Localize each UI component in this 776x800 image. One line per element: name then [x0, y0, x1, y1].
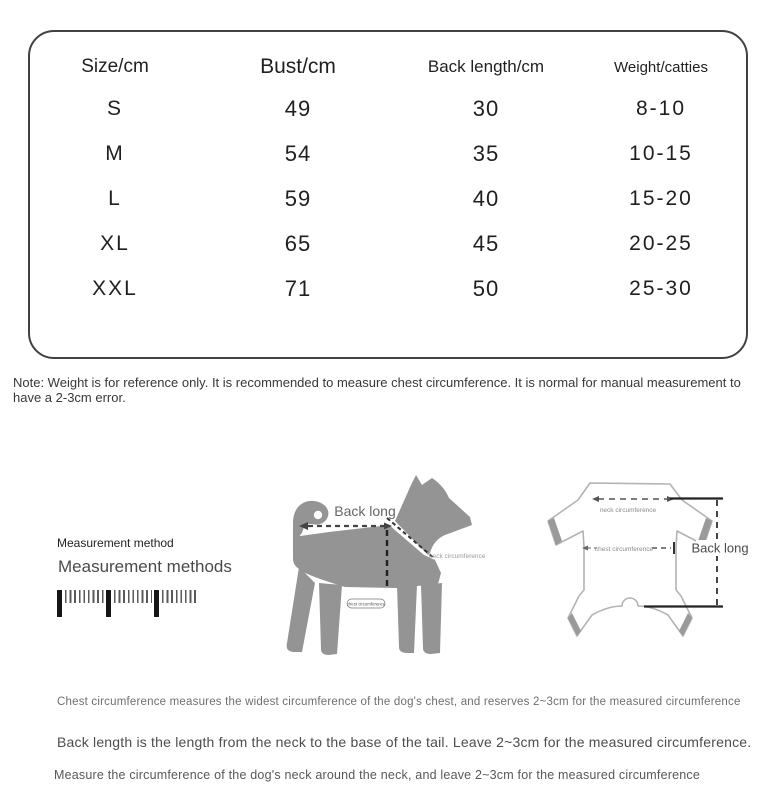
ruler-minor-ticks — [114, 590, 152, 603]
size-table-header-row — [30, 48, 746, 86]
cell-back: 40 — [472, 185, 500, 211]
cell-weight: 25-30 — [629, 276, 693, 300]
cell-bust: 59 — [284, 185, 312, 211]
instruction-neck: Measure the circumference of the dog's neck around the neck, and leave 2~3cm for the measured circumference — [54, 768, 700, 782]
cell-bust: 54 — [284, 140, 312, 166]
garment-back-long-label: Back long — [691, 540, 749, 556]
cell-weight: 15-20 — [629, 186, 693, 210]
table-row-l — [30, 176, 746, 221]
column-header-weight: Weight/catties — [614, 58, 708, 76]
cell-back: 45 — [472, 230, 500, 256]
garment-neck-circumference-label: neck circumference — [599, 507, 657, 514]
instruction-chest: Chest circumference measures the widest circumference of the dog's chest, and reserves 2~3cm for the measured circumference — [57, 696, 741, 708]
ruler-icon — [57, 590, 198, 618]
cell-back: 35 — [472, 140, 500, 166]
ruler-minor-ticks — [162, 590, 198, 603]
cell-weight: 8-10 — [635, 96, 687, 120]
dog-chest-circumference-label: chest circumference — [346, 601, 386, 607]
dog-back-long-label: Back long — [334, 503, 396, 519]
size-table — [28, 30, 748, 359]
dog-measurement-diagram — [285, 455, 490, 665]
ruler-major-tick — [106, 590, 111, 617]
note-text: Note: Weight is for reference only. It is recommended to measure chest circumference. It is normal for manual measurement to have a 2-3cm error. — [13, 375, 741, 405]
cell-size: M — [105, 141, 125, 165]
cell-weight: 20-25 — [629, 231, 693, 255]
cell-bust: 71 — [284, 275, 312, 301]
table-row-xl — [30, 221, 746, 266]
dog-hind-leg — [287, 567, 315, 652]
cell-back: 30 — [472, 95, 500, 121]
measurement-method-label: Measurement method — [57, 536, 174, 550]
cell-size: XXL — [92, 276, 138, 300]
column-header-back-length: Back length/cm — [427, 57, 545, 76]
dog-front-leg — [421, 583, 442, 654]
measurement-methods-title: Measurement methods — [58, 557, 232, 576]
table-row-xxl — [30, 266, 746, 311]
table-row-m — [30, 131, 746, 176]
cell-bust: 49 — [284, 95, 312, 121]
ruler-major-tick — [154, 590, 159, 617]
ruler-minor-ticks — [65, 590, 104, 603]
column-header-size: Size/cm — [81, 56, 149, 77]
garment-measurement-diagram — [540, 455, 776, 670]
cell-back: 50 — [472, 275, 500, 301]
column-header-bust: Bust/cm — [260, 55, 336, 78]
cell-size: L — [108, 186, 122, 210]
cell-size: XL — [100, 231, 130, 255]
cell-weight: 10-15 — [629, 141, 693, 165]
table-row-s — [30, 86, 746, 131]
instruction-back: Back length is the length from the neck to the base of the tail. Leave 2~3cm for the measured circumference. — [57, 734, 752, 750]
dog-tail-curl — [314, 511, 322, 519]
dog-hind-leg — [319, 583, 342, 655]
garment-outline — [548, 483, 712, 636]
dog-neck-circumference-label: neck circumference — [429, 553, 486, 560]
cell-size: S — [106, 96, 123, 120]
dog-front-leg — [397, 585, 417, 653]
garment-chest-circumference-label: chest circumference — [594, 546, 654, 553]
cell-bust: 65 — [284, 230, 312, 256]
ruler-major-tick — [57, 590, 62, 617]
